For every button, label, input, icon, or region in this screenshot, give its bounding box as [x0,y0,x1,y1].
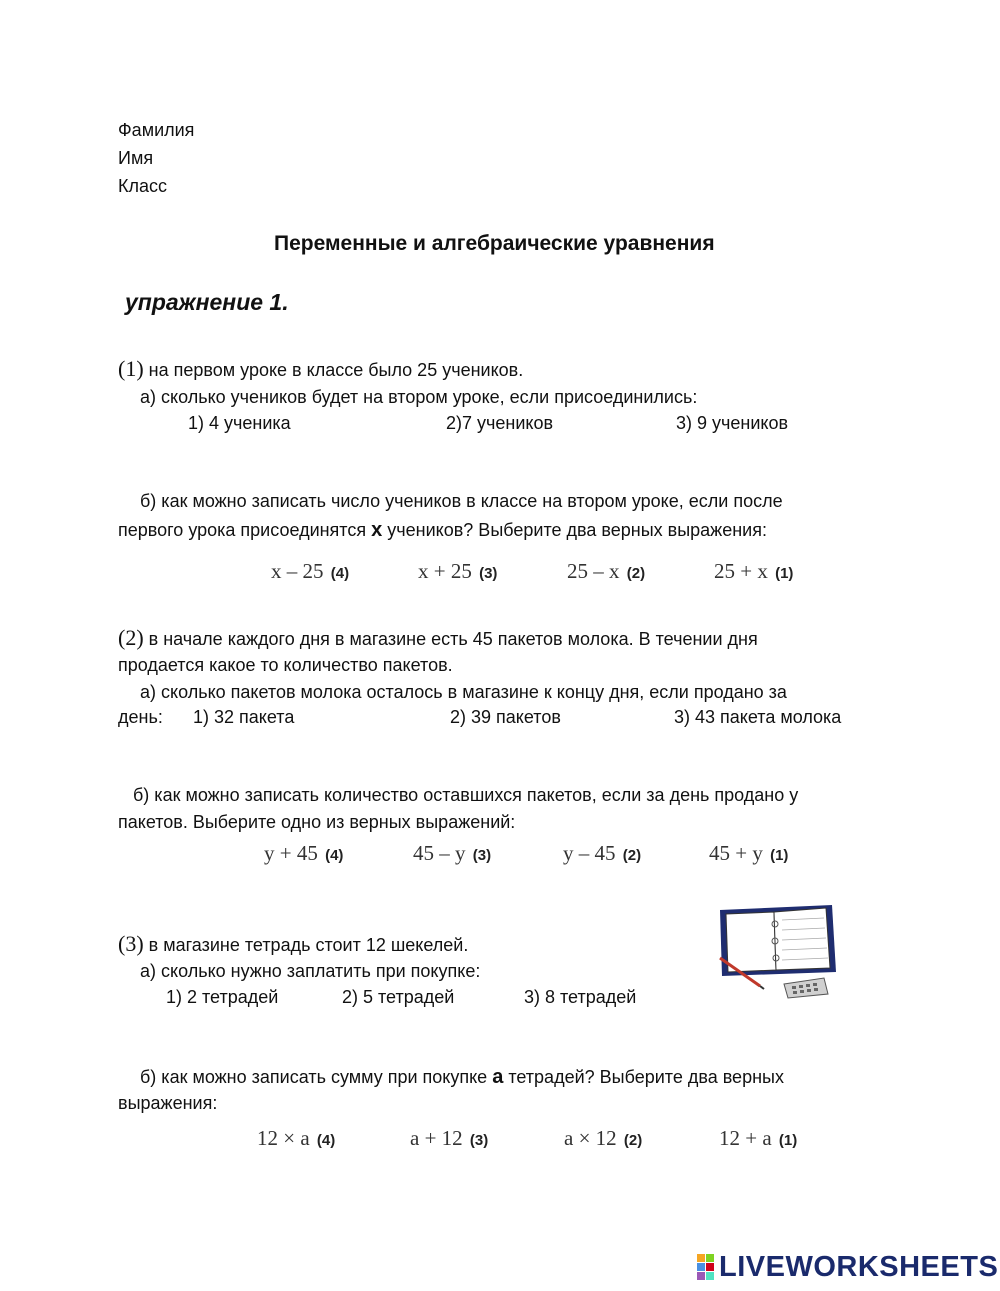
q1-option-3: 3) 9 учеников [676,413,789,433]
q1-expression-option[interactable]: 25 – x (2) [567,559,646,583]
q3-text: в магазине тетрадь стоит 12 шекелей. [148,935,469,955]
q2-number: (2) [118,625,144,650]
class-label: Класс [118,176,167,196]
q3-part-b-line1: б) как можно записать сумму при покупке a тетрадей? Выберите два верных [140,1066,784,1088]
q2-expression-option[interactable]: 45 – y (3) [413,841,492,865]
q2-text: в начале каждого дня в магазине есть 45 пакетов молока. В течении дня [148,629,758,649]
q3-expression-option[interactable]: a + 12 (3) [410,1126,489,1150]
q2-part-b-line2: пакетов. Выберите одно из верных выражений: [118,812,516,832]
liveworksheets-logo [697,1251,998,1283]
q2-statement [118,625,758,651]
q1-option-1: 1) 4 ученика [188,413,291,433]
q3-expression-option[interactable]: a × 12 (2) [564,1126,643,1150]
q1-part-b-line2: первого урока присоединятся x учеников? Выберите два верных выражения: [118,519,767,541]
q2-expression-option[interactable]: 45 + y (1) [709,841,789,865]
q3-part-b-line2: выражения: [118,1093,218,1113]
q3-option-1: 1) 2 тетрадей [166,987,279,1007]
q3-variable: a [492,1066,504,1088]
q1-number: (1) [118,356,144,381]
q2-option-3: 3) 43 пакета молока [674,707,842,727]
surname-label: Фамилия [118,120,195,140]
name-label: Имя [118,148,154,168]
q2-part-a-line2: день: [118,707,163,727]
notebook-illustration [712,900,842,1000]
q1-expression-option[interactable]: x + 25 (3) [418,559,498,583]
q3-number: (3) [118,931,144,956]
q1-part-a: а) сколько учеников будет на втором уроке, если присоединились: [140,387,698,407]
brand-name: LIVEWORKSHEETS [719,1250,999,1283]
q3-part-a: а) сколько нужно заплатить при покупке: [140,961,481,981]
q3-expression-option[interactable]: 12 × a (4) [257,1126,336,1150]
exercise-heading: упражнение 1. [125,289,289,315]
q2-part-b-line1: б) как можно записать количество оставшихся пакетов, если за день продано у [133,785,799,805]
q2-text-line2: продается какое то количество пакетов. [118,655,453,675]
q1-expression-option[interactable]: 25 + x (1) [714,559,794,583]
q3-expression-option[interactable]: 12 + a (1) [719,1126,798,1150]
q2-expression-option[interactable]: y – 45 (2) [563,841,642,865]
page-title: Переменные и алгебраические уравнения [274,232,715,255]
q1-expression-option[interactable]: x – 25 (4) [271,559,350,583]
q1-statement [118,356,523,382]
q1-variable: x [371,519,383,541]
q2-option-2: 2) 39 пакетов [450,707,561,727]
q2-expression-option[interactable]: y + 45 (4) [264,841,344,865]
q1-text: на первом уроке в классе было 25 учеников. [148,360,524,380]
q2-part-a: а) сколько пакетов молока осталось в магазине к концу дня, если продано за [140,682,787,702]
q3-option-3: 3) 8 тетрадей [524,987,637,1007]
q1-option-2: 2)7 учеников [446,413,554,433]
q2-option-1: 1) 32 пакета [193,707,295,727]
q3-option-2: 2) 5 тетрадей [342,987,455,1007]
logo-blocks-icon [697,1254,714,1280]
q3-statement [118,931,468,957]
q1-part-b-line1: б) как можно записать число учеников в классе на втором уроке, если после [140,491,783,511]
